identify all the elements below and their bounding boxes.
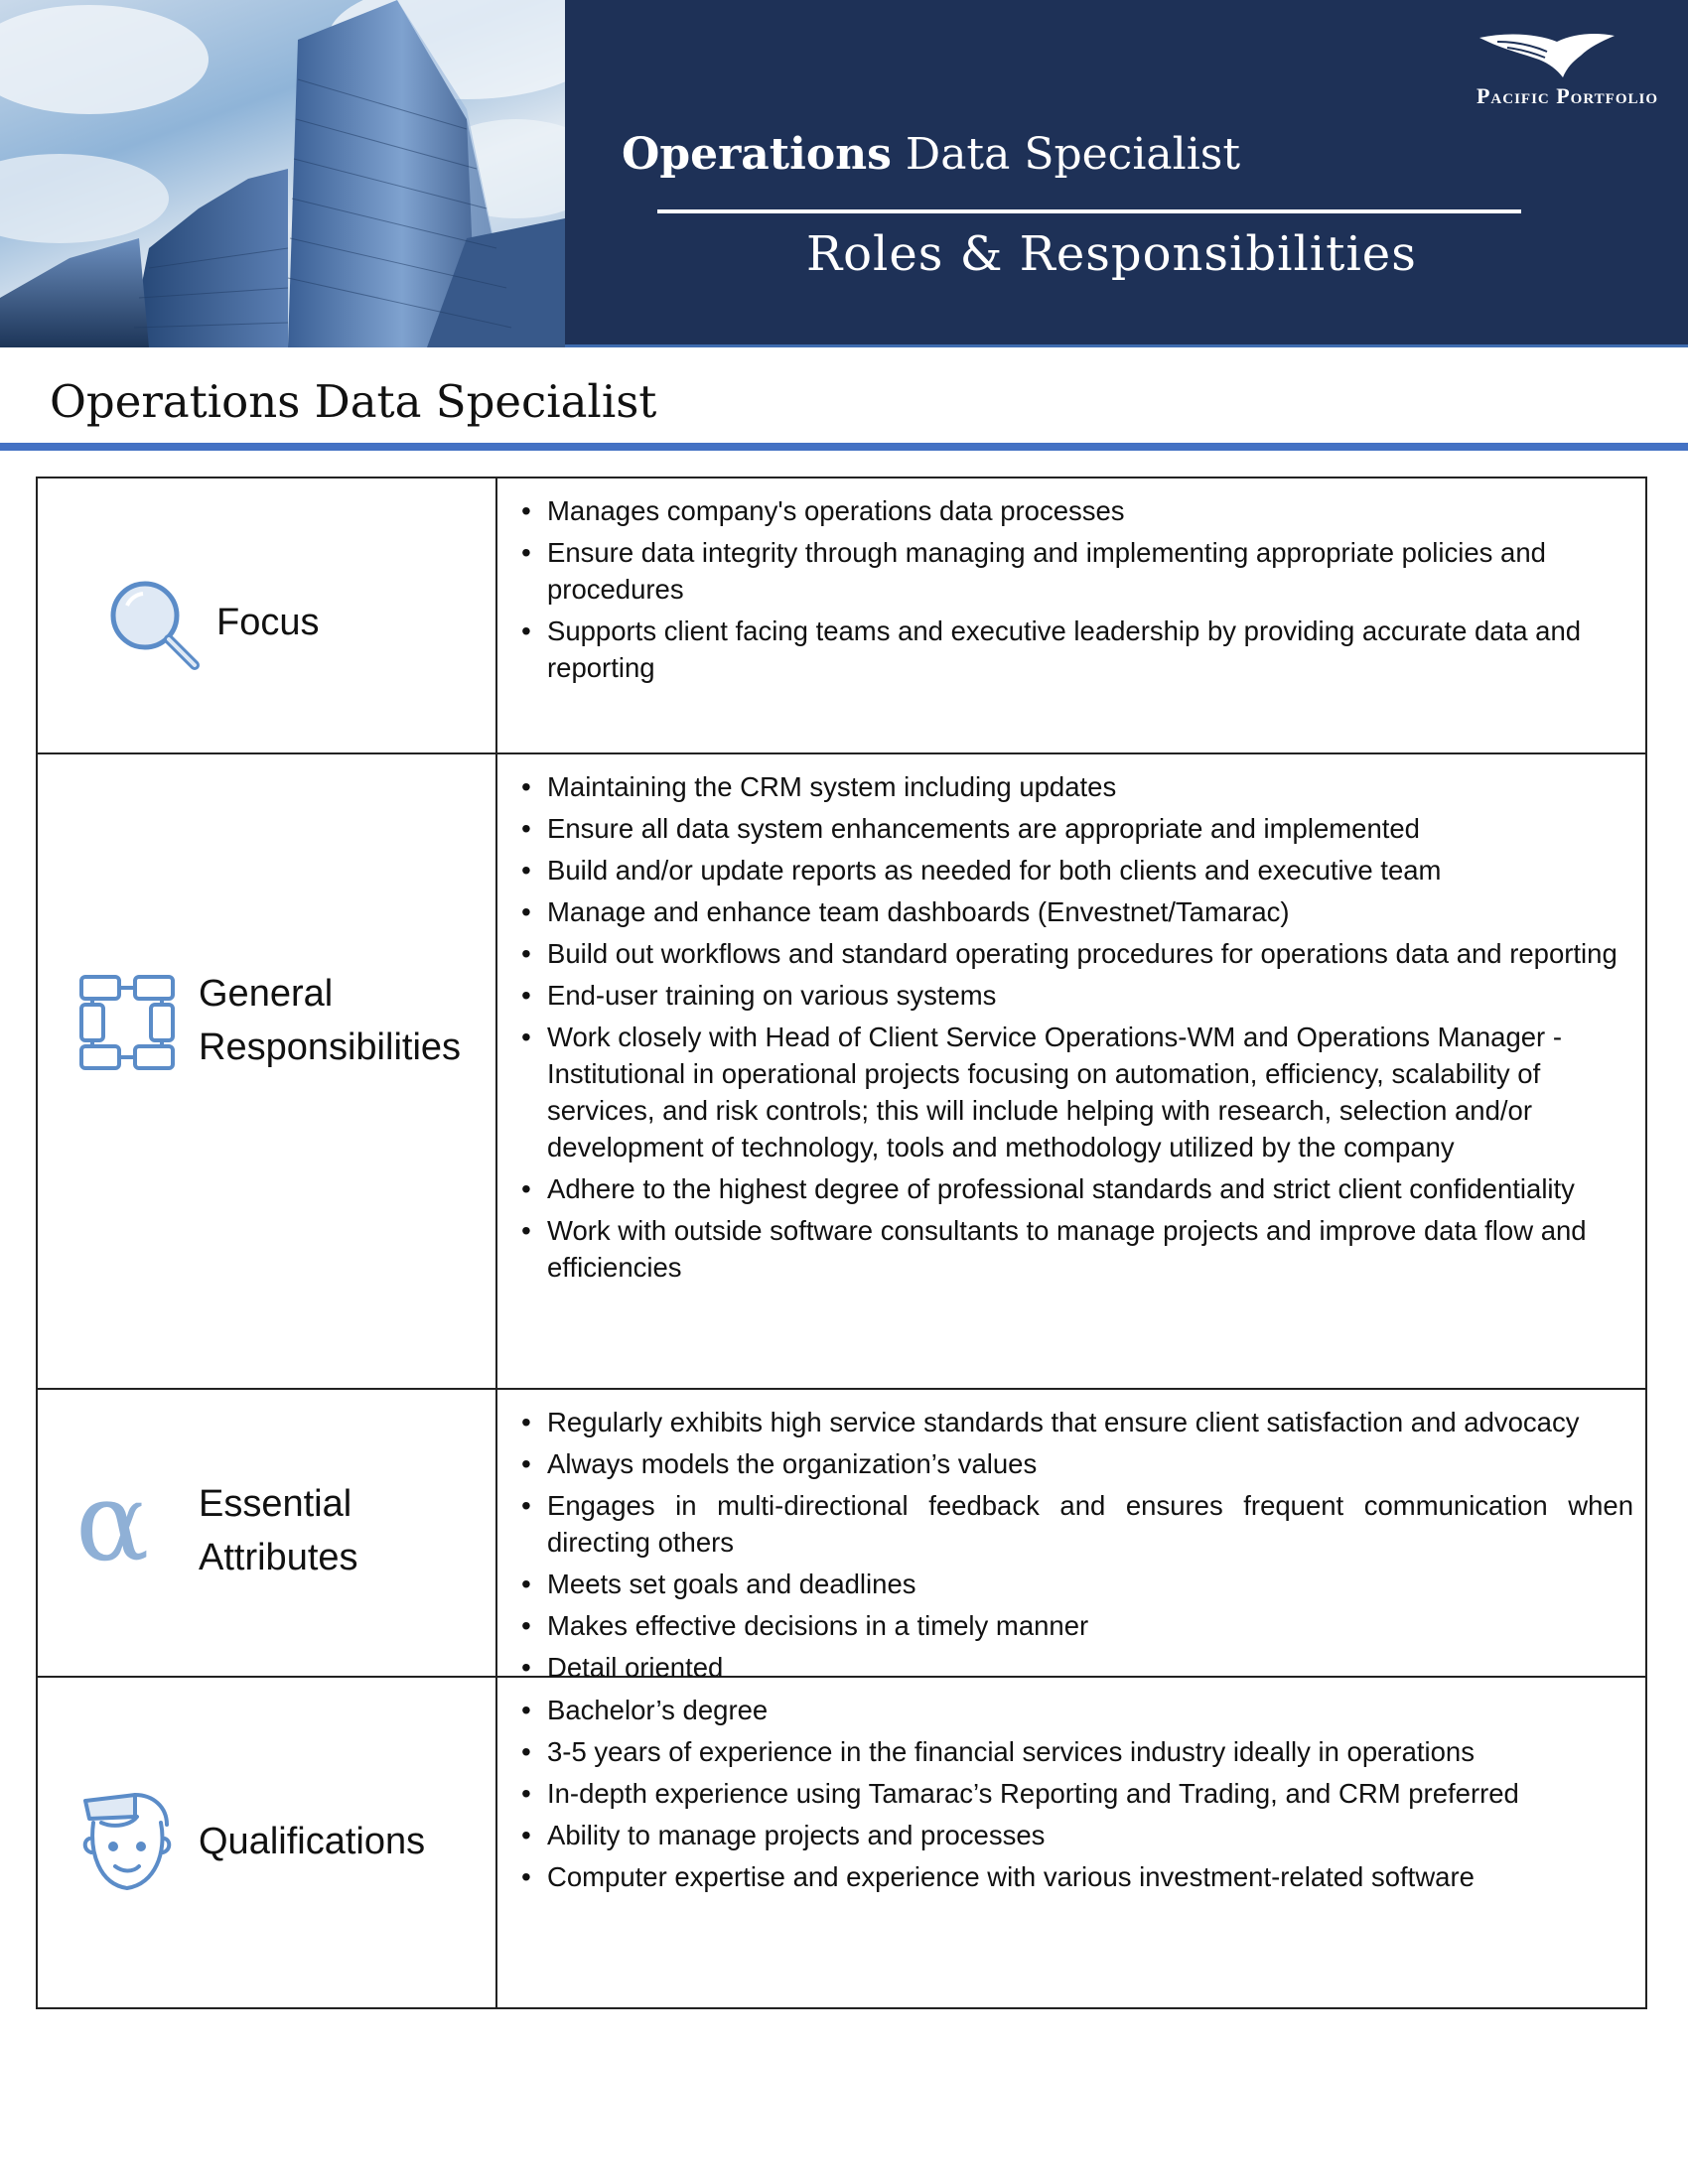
focus-content bbox=[497, 478, 1645, 752]
essential-attributes-row bbox=[38, 1388, 1645, 1683]
list-item: • Maintaining the CRM system including updates bbox=[517, 768, 1633, 805]
essential-list bbox=[517, 1404, 1633, 1686]
banner-title-rest: Data Specialist bbox=[891, 129, 1241, 180]
skyscraper-photo bbox=[0, 0, 565, 347]
focus-label-cell bbox=[38, 478, 497, 752]
focus-list bbox=[517, 492, 1633, 686]
list-item: • Ability to manage projects and processes bbox=[517, 1817, 1633, 1853]
general-label-line1: General bbox=[199, 973, 334, 1015]
list-item: • Ensure data integrity through managing and implementing appropriate policies and procedures bbox=[517, 534, 1633, 608]
page-title: Operations Data Specialist bbox=[50, 375, 657, 428]
list-item: • Makes effective decisions in a timely manner bbox=[517, 1607, 1633, 1644]
teamwork-hands-icon bbox=[75, 971, 179, 1074]
banner-divider bbox=[657, 209, 1521, 213]
list-item: • End-user training on various systems bbox=[517, 977, 1633, 1014]
header-banner bbox=[0, 0, 1688, 347]
skyscraper-illustration bbox=[0, 0, 565, 347]
general-list bbox=[517, 768, 1633, 1286]
essential-label bbox=[199, 1477, 358, 1584]
qualifications-row bbox=[38, 1676, 1645, 2007]
qualifications-list bbox=[517, 1692, 1633, 1895]
list-item: • Ensure all data system enhancements are appropriate and implemented bbox=[517, 810, 1633, 847]
list-item: • Engages in multi-directional feedback and ensures frequent communication when directing others bbox=[517, 1487, 1633, 1561]
list-item: • In-depth experience using Tamarac’s Reporting and Trading, and CRM preferred bbox=[517, 1775, 1633, 1812]
qualifications-label: Qualifications bbox=[199, 1821, 426, 1862]
list-item: • Regularly exhibits high service standards that ensure client satisfaction and advocacy bbox=[517, 1404, 1633, 1440]
general-content bbox=[497, 754, 1645, 1388]
general-label-cell bbox=[38, 754, 497, 1388]
list-item: • Work closely with Head of Client Service Operations-WM and Operations Manager - Institutional in operational projects focusing on automation, efficiency, scalability of services, and risk controls; this will include helping with research, selection and/or development of technology, tools and methodology utilized by the company bbox=[517, 1019, 1633, 1165]
title-divider bbox=[0, 443, 1688, 451]
list-item: • Adhere to the highest degree of professional standards and strict client confidentiality bbox=[517, 1170, 1633, 1207]
magnifier-icon bbox=[107, 578, 205, 675]
qualifications-label-cell bbox=[38, 1678, 497, 2007]
banner-title bbox=[622, 129, 1240, 180]
graduate-face-icon bbox=[75, 1789, 179, 1894]
list-item: • 3-5 years of experience in the financial services industry ideally in operations bbox=[517, 1733, 1633, 1770]
list-item: • Meets set goals and deadlines bbox=[517, 1566, 1633, 1602]
essential-label-line2: Attributes bbox=[199, 1537, 358, 1578]
brand-name: Pacific Portfolio bbox=[1476, 83, 1658, 108]
list-item: • Work with outside software consultants to manage projects and improve data flow and efficiencies bbox=[517, 1212, 1633, 1286]
essential-content bbox=[497, 1390, 1645, 1683]
focus-label: Focus bbox=[216, 602, 320, 643]
list-item: • Manage and enhance team dashboards (Envestnet/Tamarac) bbox=[517, 893, 1633, 930]
list-item: • Build and/or update reports as needed for both clients and executive team bbox=[517, 852, 1633, 888]
general-label-line2: Responsibilities bbox=[199, 1026, 462, 1068]
focus-row bbox=[38, 478, 1645, 752]
list-item: • Bachelor’s degree bbox=[517, 1692, 1633, 1728]
qualifications-content bbox=[497, 1678, 1645, 2007]
banner-subtitle: Roles & Responsibilities bbox=[806, 226, 1417, 282]
list-item: • Build out workflows and standard operating procedures for operations data and reporting bbox=[517, 935, 1633, 972]
brand-logo bbox=[1420, 28, 1658, 107]
banner-title-bold: Operations bbox=[622, 129, 892, 180]
list-item: • Supports client facing teams and executive leadership by providing accurate data and reporting bbox=[517, 613, 1633, 686]
essential-label-cell bbox=[38, 1390, 497, 1676]
list-item: • Computer expertise and experience with various investment-related software bbox=[517, 1858, 1633, 1895]
essential-label-line1: Essential bbox=[199, 1483, 352, 1525]
roles-table bbox=[36, 477, 1647, 2009]
general-label bbox=[199, 967, 461, 1074]
general-responsibilities-row bbox=[38, 752, 1645, 1388]
eagle-logo-icon bbox=[1477, 28, 1617, 79]
list-item: • Manages company's operations data processes bbox=[517, 492, 1633, 529]
list-item: • Always models the organization’s values bbox=[517, 1445, 1633, 1482]
list-item: • Detail oriented bbox=[517, 1649, 1633, 1686]
alpha-icon: α bbox=[75, 1458, 150, 1585]
